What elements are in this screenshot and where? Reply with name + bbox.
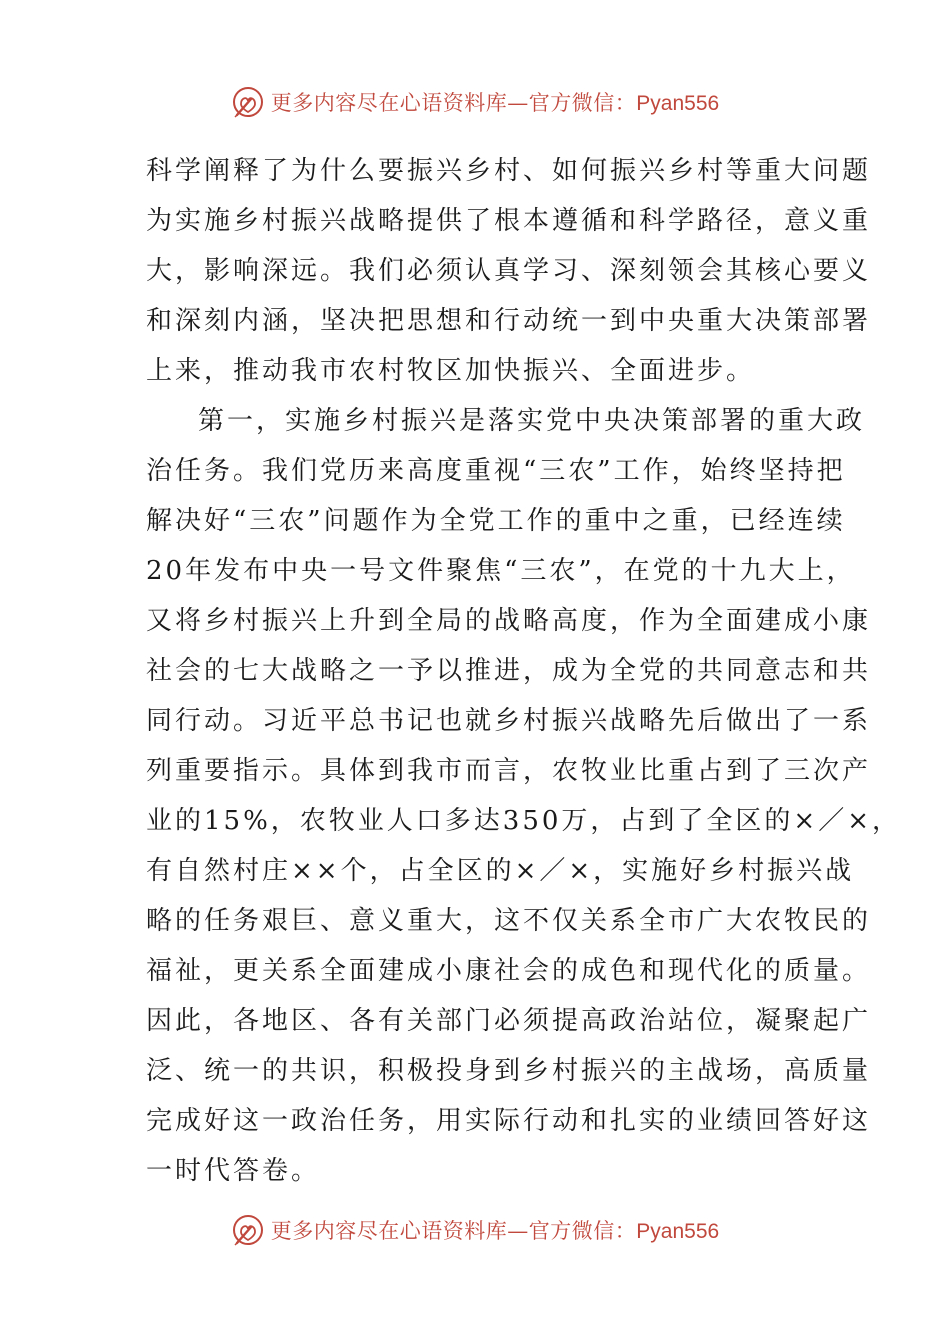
body-line: 完成好这一政治任务，用实际行动和扎实的业绩回答好这: [146, 1106, 872, 1136]
body-line: 解决好“三农”问题作为全党工作的重中之重，已经连续: [146, 506, 846, 536]
header-watermark-banner: [0, 82, 950, 122]
banner-text: [271, 87, 719, 117]
body-line: 20年发布中央一号文件聚焦“三农”，在党的十九大上，: [146, 556, 856, 586]
body-line: 业的15%，农牧业人口多达350万，占到了全区的×／×，: [146, 806, 901, 836]
body-line: 列重要指示。具体到我市而言，农牧业比重占到了三次产: [146, 756, 872, 786]
body-line: 为实施乡村振兴战略提供了根本遵循和科学路径，意义重: [146, 206, 872, 236]
pen-heart-logo-icon: [231, 1213, 265, 1247]
banner-label: 更多内容尽在心语资料库—官方微信：: [270, 1219, 637, 1243]
body-line: 福祉，更关系全面建成小康社会的成色和现代化的质量。: [146, 956, 872, 986]
body-line: 上来，推动我市农村牧区加快振兴、全面进步。: [146, 356, 756, 386]
body-line: 大，影响深远。我们必须认真学习、深刻领会其核心要义: [146, 256, 872, 286]
body-line: 社会的七大战略之一予以推进，成为全党的共同意志和共: [146, 656, 872, 686]
paragraph-first-line: 第一，实施乡村振兴是落实党中央决策部署的重大政: [198, 406, 866, 436]
body-line: 一时代答卷。: [146, 1156, 321, 1186]
body-line: 治任务。我们党历来高度重视“三农”工作，始终坚持把: [146, 456, 846, 486]
banner-label: 更多内容尽在心语资料库—官方微信：: [270, 91, 637, 115]
body-line: 泛、统一的共识，积极投身到乡村振兴的主战场，高质量: [146, 1056, 872, 1086]
document-body: [146, 146, 901, 1196]
wechat-id: Pyan556: [636, 92, 720, 115]
pen-heart-logo-icon: [231, 85, 265, 119]
wechat-id: Pyan556: [636, 1220, 720, 1243]
body-line: 同行动。习近平总书记也就乡村振兴战略先后做出了一系: [146, 706, 872, 736]
body-line: 科学阐释了为什么要振兴乡村、如何振兴乡村等重大问题: [146, 156, 872, 186]
body-line: 有自然村庄××个，占全区的×／×，实施好乡村振兴战: [146, 856, 855, 886]
banner-text: [271, 1215, 719, 1245]
body-line: 和深刻内涵，坚决把思想和行动统一到中央重大决策部署: [146, 306, 872, 336]
body-line: 略的任务艰巨、意义重大，这不仅关系全市广大农牧民的: [146, 906, 872, 936]
footer-watermark-banner: [0, 1210, 950, 1250]
body-line: 因此，各地区、各有关部门必须提高政治站位，凝聚起广: [146, 1006, 872, 1036]
body-line: 又将乡村振兴上升到全局的战略高度，作为全面建成小康: [146, 606, 872, 636]
